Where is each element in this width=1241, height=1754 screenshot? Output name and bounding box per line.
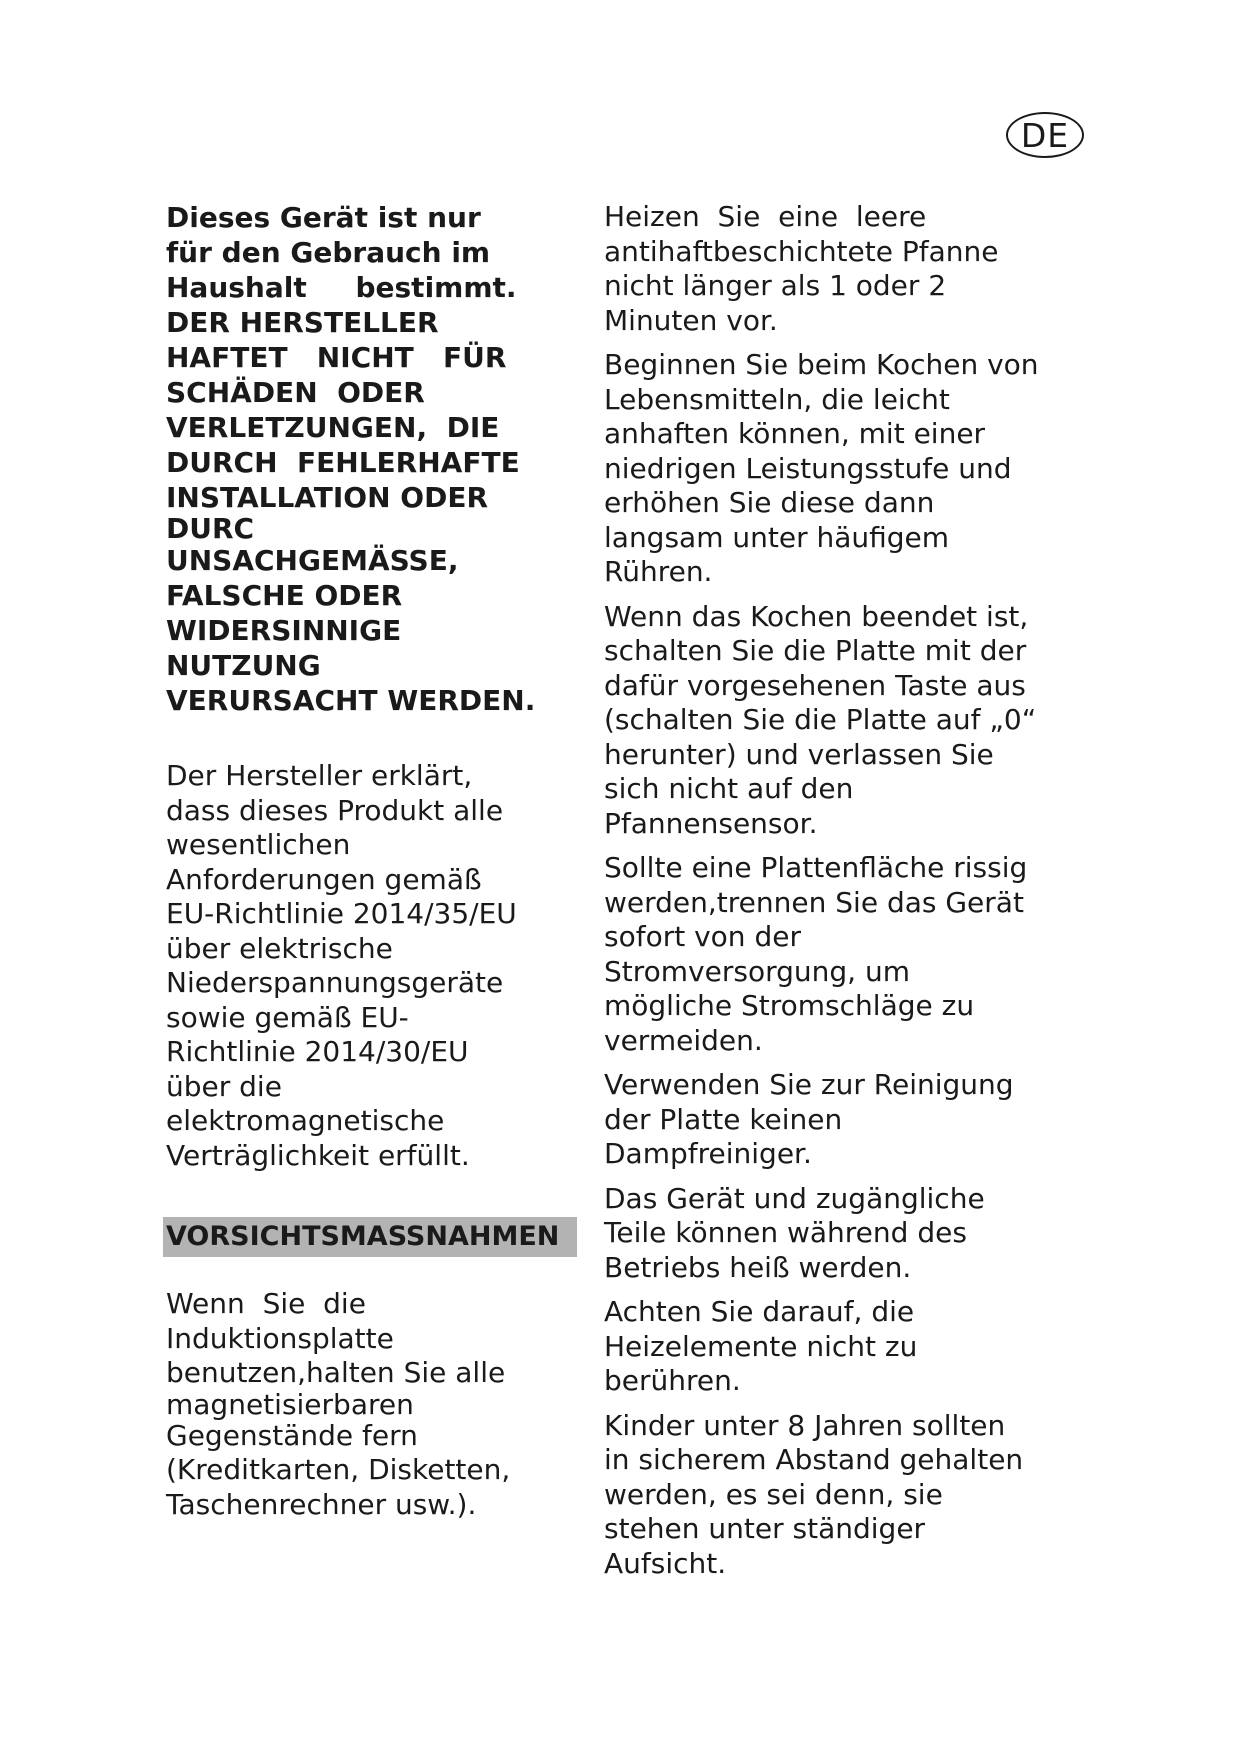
declaration-line: EU-Richtlinie 2014/35/EU xyxy=(166,897,517,930)
paragraph-line: werden, es sei denn, sie xyxy=(604,1477,943,1511)
paragraph-line: Aufsicht. xyxy=(604,1546,727,1580)
notice-line: INSTALLATION ODER xyxy=(166,481,489,514)
paragraph-line: stehen unter ständiger xyxy=(604,1512,926,1545)
magnetic-items-warning xyxy=(166,1287,566,1522)
paragraph-line: werden,trennen Sie das Gerät xyxy=(604,885,1024,919)
notice-line: VERURSACHT WERDEN. xyxy=(166,684,536,717)
paragraph-line: Achten Sie darauf, die xyxy=(604,1295,915,1328)
precaution-line: Induktionsplatte xyxy=(166,1321,394,1355)
paragraph-line: antihaftbeschichtete Pfanne xyxy=(604,234,999,268)
notice-line: HAFTET NICHT FÜR xyxy=(166,341,507,374)
notice-line: FALSCHE ODER xyxy=(166,579,403,612)
paragraph-line: Stromversorgung, um xyxy=(604,954,910,988)
declaration-line: über elektrische xyxy=(166,931,393,965)
paragraph-line: Lebensmitteln, die leicht xyxy=(604,382,950,416)
notice-line: WIDERSINNIGE xyxy=(166,614,402,647)
language-code: DE xyxy=(1020,115,1070,155)
notice-line: DURCH FEHLERHAFTE xyxy=(166,446,520,479)
paragraph-line: herunter) und verlassen Sie xyxy=(604,737,994,771)
paragraph-line: (schalten Sie die Platte auf „0“ xyxy=(604,703,1037,736)
paragraph-line: Pfannensensor. xyxy=(604,806,818,840)
notice-line: für den Gebrauch im xyxy=(166,236,491,269)
right-column xyxy=(604,200,1074,1581)
paragraph-line: erhöhen Sie diese dann xyxy=(604,486,935,519)
paragraph-line: Teile können während des xyxy=(604,1216,967,1249)
precaution-line: Wenn Sie die xyxy=(166,1287,366,1320)
precaution-line: Taschenrechner usw.). xyxy=(166,1487,477,1521)
precaution-line: benutzen,halten Sie alle xyxy=(166,1356,506,1389)
heating-elements-paragraph xyxy=(604,1295,1074,1399)
notice-line: DURC xyxy=(166,512,255,545)
declaration-line: elektromagnetische xyxy=(166,1104,445,1137)
paragraph-line: der Platte keinen xyxy=(604,1102,843,1136)
paragraph-line: Minuten vor. xyxy=(604,303,778,337)
paragraph-line: sofort von der xyxy=(604,920,801,953)
paragraph-line: nicht länger als 1 oder 2 xyxy=(604,269,947,302)
precaution-line: (Kreditkarten, Disketten, xyxy=(166,1453,511,1486)
declaration-line: Richtlinie 2014/30/EU xyxy=(166,1035,469,1068)
declaration-line: über die xyxy=(166,1069,282,1103)
cracked-surface-paragraph xyxy=(604,851,1074,1058)
paragraph-line: in sicherem Abstand gehalten xyxy=(604,1443,1024,1476)
paragraph-line: Beginnen Sie beim Kochen von xyxy=(604,348,1039,381)
notice-line: DER HERSTELLER xyxy=(166,306,439,339)
paragraph-line: niedrigen Leistungsstufe und xyxy=(604,451,1012,485)
declaration-line: Der Hersteller erklärt, xyxy=(166,759,473,792)
paragraph-line: langsam unter häufigem xyxy=(604,520,950,554)
paragraph-line: Kinder unter 8 Jahren sollten xyxy=(604,1408,1006,1442)
paragraph-line: berühren. xyxy=(604,1364,741,1397)
paragraph-line: Heizen Sie eine leere xyxy=(604,200,927,233)
notice-line: SCHÄDEN ODER xyxy=(166,376,425,409)
paragraph-line: Wenn das Kochen beendet ist, xyxy=(604,599,1029,633)
conformity-declaration xyxy=(166,759,566,1173)
steam-cleaner-paragraph xyxy=(604,1068,1074,1172)
precaution-line: Gegenstände fern xyxy=(166,1418,418,1452)
paragraph-line: Rühren. xyxy=(604,555,713,588)
declaration-line: sowie gemäß EU- xyxy=(166,1000,409,1034)
left-column xyxy=(166,200,566,1522)
paragraph-line: schalten Sie die Platte mit der xyxy=(604,634,1027,667)
paragraph-line: anhaften können, mit einer xyxy=(604,417,986,450)
declaration-line: Niederspannungsgeräte xyxy=(166,966,504,999)
declaration-line: dass dieses Produkt alle xyxy=(166,793,504,827)
paragraph-line: mögliche Stromschläge zu xyxy=(604,989,975,1022)
precaution-line: magnetisierbaren xyxy=(166,1387,414,1421)
declaration-line: wesentlichen xyxy=(166,828,351,861)
paragraph-line: Sollte eine Plattenfläche rissig xyxy=(604,851,1028,884)
children-safety-paragraph xyxy=(604,1409,1074,1582)
paragraph-line: Das Gerät und zugängliche xyxy=(604,1181,985,1215)
paragraph-line: Betriebs heiß werden. xyxy=(604,1250,912,1284)
precautions-heading: VORSICHTSMASSNAHMEN xyxy=(163,1217,577,1257)
notice-line: Haushalt bestimmt. xyxy=(166,271,517,304)
declaration-line: Verträglichkeit erfüllt. xyxy=(166,1138,470,1172)
preheat-paragraph xyxy=(604,200,1074,338)
paragraph-line: Dampfreiniger. xyxy=(604,1137,812,1170)
notice-line: Dieses Gerät ist nur xyxy=(166,201,481,234)
household-use-notice xyxy=(166,200,566,718)
paragraph-line: vermeiden. xyxy=(604,1023,763,1057)
paragraph-line: Heizelemente nicht zu xyxy=(604,1329,918,1363)
notice-line: NUTZUNG xyxy=(166,649,321,682)
paragraph-line: sich nicht auf den xyxy=(604,772,854,805)
declaration-line: Anforderungen gemäß xyxy=(166,862,482,896)
hot-parts-paragraph xyxy=(604,1182,1074,1286)
language-badge xyxy=(1006,112,1084,158)
paragraph-line: dafür vorgesehenen Taste aus xyxy=(604,668,1026,702)
low-power-start-paragraph xyxy=(604,348,1074,590)
switch-off-paragraph xyxy=(604,600,1074,842)
notice-line: UNSACHGEMÄSSE, xyxy=(166,544,459,577)
notice-line: VERLETZUNGEN, DIE xyxy=(166,411,500,444)
paragraph-line: Verwenden Sie zur Reinigung xyxy=(604,1068,1014,1101)
